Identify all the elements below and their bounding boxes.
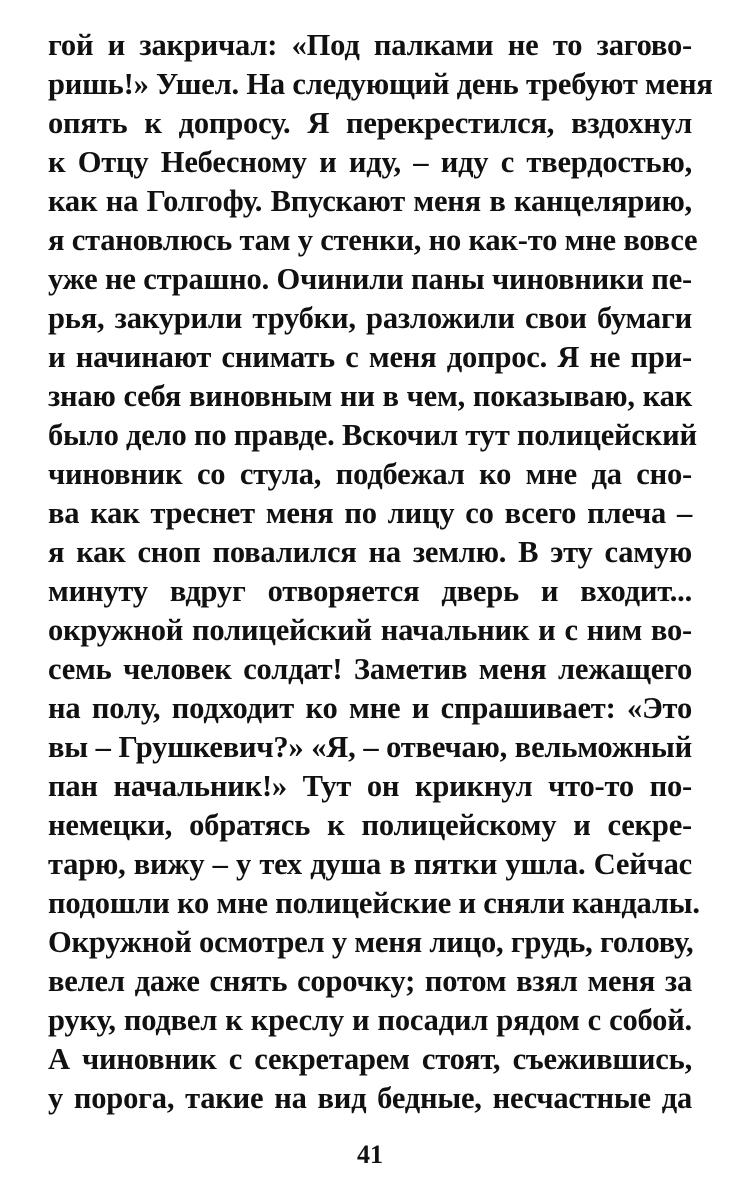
text-line: на полу, подходит ко мне и спрашивает: «Это	[48, 691, 692, 725]
text-line: семь человек солдат! Заметив меня лежащего	[48, 652, 692, 686]
text-line: чиновник со стула, подбежал ко мне да сно-	[48, 457, 692, 491]
text-line: гой и закричал: «Под палками не то загово-	[48, 28, 692, 62]
text-line: я становлюсь там у стенки, но как-то мне вовсе	[48, 223, 698, 257]
text-line: к Отцу Небесному и иду, – иду с твердостью,	[48, 145, 692, 179]
text-line: тарю, вижу – у тех душа в пятки ушла. Сейчас	[48, 847, 692, 881]
body-text	[48, 26, 713, 1118]
text-line: и начинают снимать с меня допрос. Я не при-	[48, 340, 692, 374]
text-line: пан начальник!» Тут он крикнул что-то по-	[48, 769, 692, 803]
text-line: опять к допросу. Я перекрестился, вздохнул	[48, 106, 692, 140]
text-line: окружной полицейский начальник и с ним во-	[48, 613, 692, 647]
text-line: руку, подвел к креслу и посадил рядом с собой.	[48, 1003, 692, 1037]
text-line: А чиновник с секретарем стоят, съежившись,	[48, 1042, 692, 1076]
text-line: ва как треснет меня по лицу со всего плеча –	[48, 496, 692, 530]
text-line: у порога, такие на вид бедные, несчастные да	[48, 1081, 692, 1115]
text-line: подошли ко мне полицейские и сняли кандалы.	[48, 886, 700, 920]
text-line: знаю себя виновным ни в чем, показываю, как	[48, 379, 692, 413]
text-line: было дело по правде. Вскочил тут полицейский	[48, 418, 697, 452]
text-line: минуту вдруг отворяется дверь и входит...	[48, 574, 692, 608]
text-line: вы – Грушкевич?» «Я, – отвечаю, вельможный	[48, 730, 692, 764]
text-line: велел даже снять сорочку; потом взял меня за	[48, 964, 692, 998]
page-number: 41	[357, 1140, 383, 1169]
text-line: как на Голгофу. Впускают меня в канцелярию,	[48, 184, 692, 218]
text-line: уже не страшно. Очинили паны чиновники пе-	[48, 262, 692, 296]
text-line: ришь!» Ушел. На следующий день требуют меня	[48, 67, 713, 101]
text-line: немецки, обратясь к полицейскому и секре-	[48, 808, 692, 842]
text-line: я как сноп повалился на землю. В эту самую	[48, 535, 692, 569]
text-line: Окружной осмотрел у меня лицо, грудь, голову,	[48, 925, 694, 959]
text-line: рья, закурили трубки, разложили свои бумаги	[48, 301, 692, 335]
